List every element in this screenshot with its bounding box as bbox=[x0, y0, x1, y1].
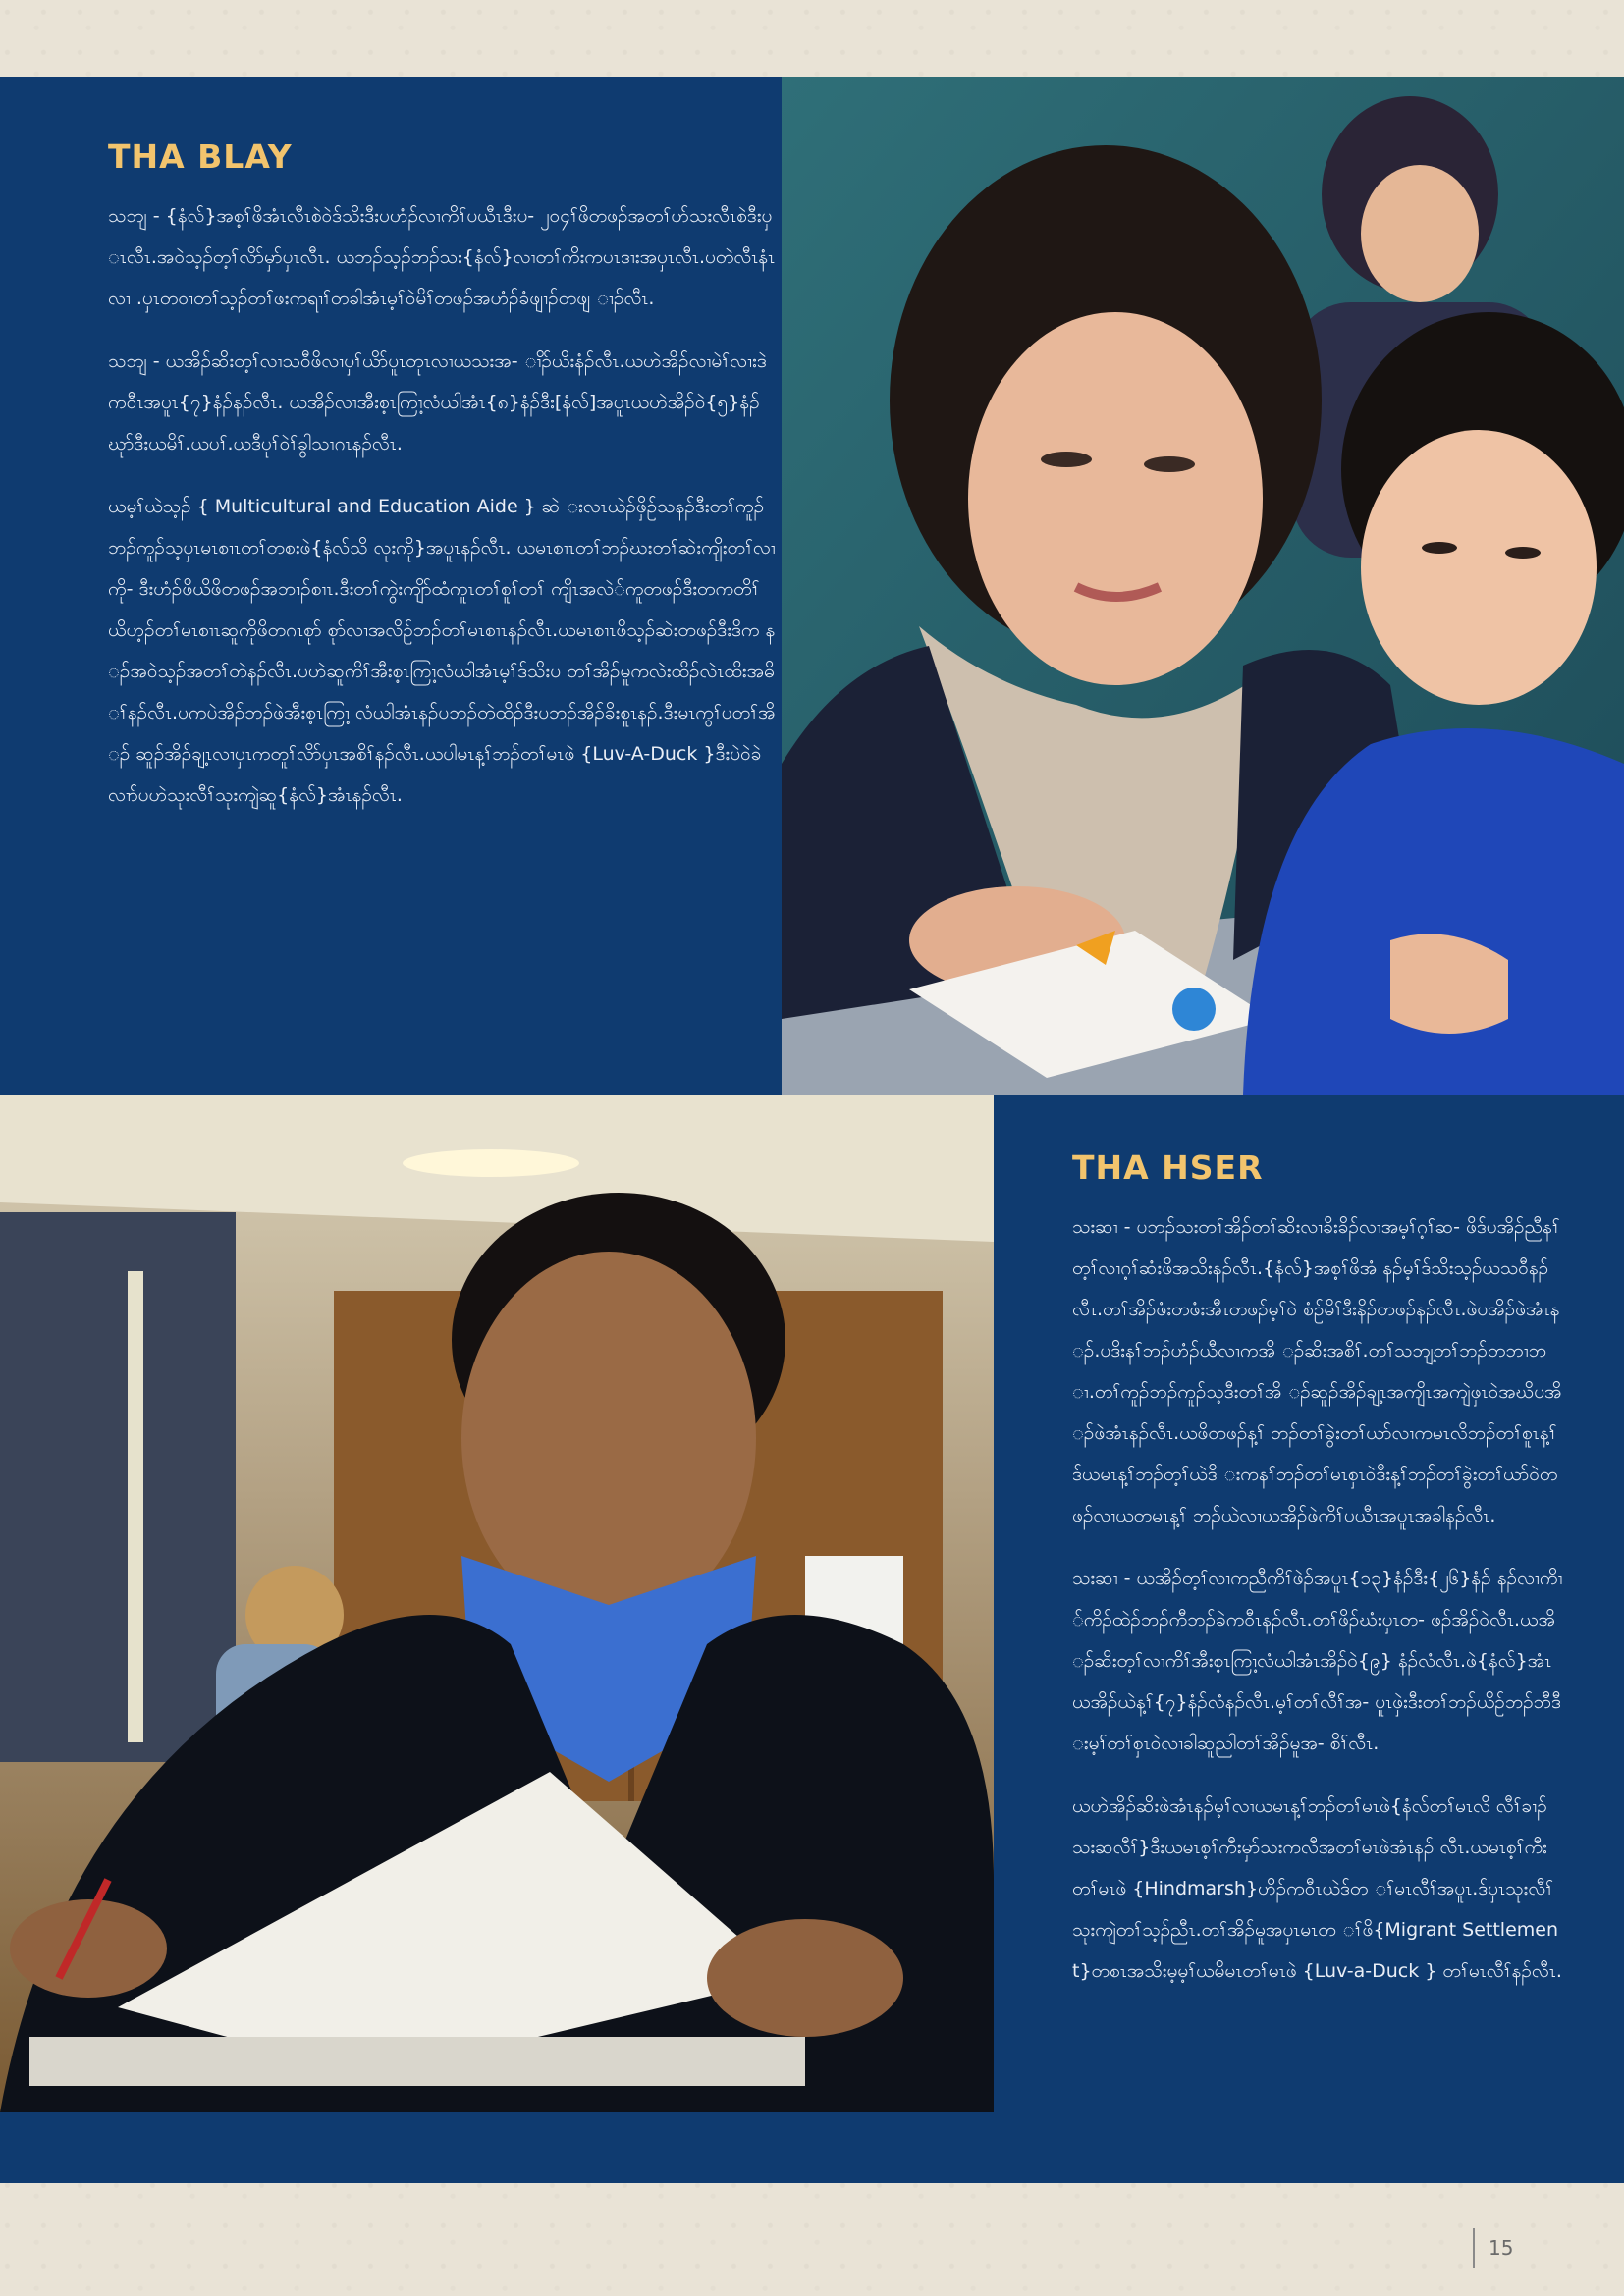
teacher-with-child-photo bbox=[782, 77, 1624, 1095]
tha-blay-paragraph-1: သဘျ - {နံလ်}အစ့ၢ်ဖိအံၤလီၤစဲဝဲဒ်သိးဒီးပဟံၣ်လၢကိၢ်ပယီၤဒီးပ- ၂၀၄ၢ်ဖိတဖၣ်အတၢ်ဟ်သးလီၤစဲဒီးပှၤလီၤ.အဝဲသ့ၣ်တ့ၢ်လိာ်မှာ်ပှၤလီၤ. ယဘၣ်သ့ၣ်ဘၣ်သး{နံလ်}လၢတၢ်ကိးကပၤဒၢးအပှၤလီၤ.ပတဲလီၤနံၤလၢ .ပှၤတဝၢတၢ်သ့ၣ်တၢ်ဖးကရၢၢ်တခါအံၤမ့ၢ်ဝဲမိၢ်တဖၣ်အဟံၣ်ခံဖျၢၣ်တဖျ ၢၣ်လီၤ. bbox=[108, 205, 776, 309]
tha-hser-paragraph-3: ယဟဲအိၣ်ဆိးဖဲအံၤနၣ်မ့ၢ်လၢယမၤန့ၢ်ဘၣ်တၢ်မၤဖဲ{နံလ်တၢ်မၤလိ လီၢ်ခၢၣ်သးဆလီၢ်}ဒီးယမၤစ့ၢ်ကီးမှာ်သးကလီအတၢ်မၤဖဲအံၤနၣ် လီၤ.ယမၤစ့ၢ်ကီးတၢ်မၤဖဲ {Hindmarsh}ဟိၣ်ကဝီၤယဲဒ်တ ၢ်မၤလီၢ်အပူၤ.ဒ်ပှၤသုးလီၢ်သုးကျဲတၢ်သ့ၣ်ညီၤ.တၢ်အိၣ်မူအပှၤမၤတ ၢ်ဖိ{Migrant Settlement}တစၤအသိးမ့မ့ၢ်ယမိမၤတၢ်မၤဖဲ {Luv-a-Duck } တၢ်မၤလီၢ်နၣ်လီၤ. bbox=[1072, 1795, 1562, 1982]
man-reading-illustration bbox=[0, 1095, 994, 2112]
tha-blay-title: THA BLAY bbox=[108, 137, 293, 176]
tha-blay-section bbox=[108, 137, 776, 837]
tha-blay-paragraph-3: ယမ့ၢ်ယဲသ့ၣ် { Multicultural and Education Aide } ဆဲ းလၤယဲၣ်ဖှိဉ်သနၣ်ဒီးတၢ်ကူၣ်ဘၣ်ကူၣ်သ့ပှၤမၤစၢၤတၢ်တစးဖဲ{နံလ်သိ လုးကို}အပူၤနၣ်လီၤ. ယမၤစၢၤတၢ်ဘၣ်ဃးတၢ်ဆဲးကျိးတၢ်လၢကို- ဒီးဟံၣ်ဖိယိဖိတဖၣ်အဘၢၣ်စၢၤ.ဒီးတၢ်ကွဲးကျိာ်ထံကူၤတၢ်စူၢ်တၢ် ကျိၤအလဲ်ကူတဖၣ်ဒီးတကတိၢ်ယိဟ့ၣ်တၢ်မၤစၢၤဆူကိုဖိတဂၤစုာ် စုာ်လၢအလိဉ်ဘၣ်တၢ်မၤစၢၤနၣ်လီၤ.ယမၤစၢၤဖိသ့ၣ်ဆဲးတဖၣ်ဒီးဒိက နၣ်အဝဲသ့ၣ်အတၢ်တဲနၣ်လီၤ.ပဟဲဆူကိၢ်အီးစ့ၤကြၢ့လံယါအံၤမ့ၢ်ဒ်သိးပ တၢ်အိၣ်မူကလဲးထိၣ်လဲၤထိးအဓိၢ်နၣ်လီၤ.ပကပဲအိၣ်ဘၣ်ဖဲအီးစ့ၤကြၢ့ လံယါအံၤနၣ်ပဘၣ်တဲထိၣ်ဒီးပဘၣ်အိၣ်ခိးစူၤနၣ်.ဒီးမၤကွၢ်ပတၢ်အိၣ် ဆူၣ်အိၣ်ချ့ၤလၢပှၤကတူၢ်လိာ်ပှၤအစိၢ်နၣ်လီၤ.ယပါမၤန့ၢ်ဘၣ်တၢ်မၤဖဲ {Luv-A-Duck }ဒီးပဲဝဲခဲလၢာ်ပဟဲသုးလီၢ်သုးကျဲဆူ{နံလ်}အံၤနၣ်လီၤ. bbox=[108, 496, 776, 806]
tha-hser-title: THA HSER bbox=[1072, 1148, 1264, 1187]
man-reading-photo bbox=[0, 1095, 994, 2112]
tha-hser-paragraph-2: သးဆၢ - ယအိၣ်တ့ၢ်လၢကညီကိၢ်ဖဲၣ်အပူၤ{၁၃}နံၣ်ဒီး{၂၆}နံၣ် နၣ်လၢကိၢ်ကိၣ်ထဲၣ်ဘၣ်ကီဘၣ်ခဲကဝီၤနၣ်လီၤ.တၢ်ဖိၣ်ဃံးပှၤတ- ဖၣ်အိၣ်ဝဲလီၤ.ယအိၣ်ဆိးတ့ၢ်လၢကိၢ်အီးစ့ၤကြၢ့လံယါအံၤအိၣ်ဝဲ{၉} နံၣ်လံလီၤ.ဖဲ{နံလ်}အံၤယအိၣ်ယဲန့ၢ်{၇}နံၣ်လံနၣ်လီၤ.မ့ၢ်တၢ်လီၢ်အ- ပူၤဖှဲးဒီးတၢ်ဘၣ်ယိဉ်ဘၣ်ဘီဒီးမ့ၢ်တၢ်စှၤဝဲလၢခါဆူညါတၢ်အိၣ်မူအ- စိၢ်လီၤ. bbox=[1072, 1568, 1563, 1754]
teacher-with-child-illustration bbox=[782, 77, 1624, 1095]
tha-blay-paragraph-2: သဘျ - ယအိၣ်ဆိးတ့ၢ်လၢသဝီဖိလၢပှၢ်ယိာ်ပူၤတုၤလၢယသးအ- ၢိၣ်ယိးနံၣ်လီၤ.ယဟဲအိၣ်လၢမဲၢ်လၢးဒဲကဝီၤအပူၤ{၇}နံၣ်နၣ်လီၤ. ယအိၣ်လၢအီးစ့ၤကြၢ့လံယါအံၤ{၈}နံၣ်ဒီး[နံလ်]အပူၤယဟဲအိၣ်ဝဲ{၅}နံၣ် ဃုာ်ဒီးယမိၢ်.ယပၢ်.ယဒီပုၢ်ဝဲၢ်ခွါသၢဂၤနၣ်လီၤ. bbox=[108, 350, 767, 454]
page-number: 15 bbox=[1473, 2228, 1513, 2268]
tha-hser-paragraph-1: သးဆၢ - ပဘၣ်သးတၢ်အိၣ်တၢ်ဆိးလၢခိးခိၣ်လၢအမ့ၢ်ဂ့ၢ်ဆ- ဖိဒ်ပအိၣ်ညီနၢ်တ့ၢ်လၢဂ့ၢ်ဆံးဖိအသိးနၣ်လီၤ.{နံလ်}အစ့ၢ်ဖိအံ နၣ်မ့ၢ်ဒ်သိးသ့ၣ်ယသဝီနၣ်လီၤ.တၢ်အိၣ်ဖံးတဖံးအီၤတဖၣ်မ့ၢ်ဝဲ စံဉ်မိၢ်ဒီးနိၣ်တဖၣ်နၣ်လီၤ.ဖဲပအိၣ်ဖဲအံၤနၣ်.ပဒိးနၢ်ဘၣ်ဟံၣ်ယီလၢကအိ ၣ်ဆိးအစိၢ်.တၢ်သဘျ့တၢ်ဘၣ်တဘၢဘၢ.တၢ်ကူၣ်ဘၣ်ကူၣ်သ့ဒီးတၢ်အိ ၣ်ဆူၣ်အိၣ်ချ့ၤအကျိၤအကျဲဖှၤဝဲအဃိပအိၣ်ဖဲအံၤနၣ်လီၤ.ယဖိတဖၣ်န့ၢ် ဘၣ်တၢ်ခွဲးတၢ်ယာ်လၢကမၤလိဘၣ်တၢ်စူၤန့ၢ်ဒ်ယမၤန့ၢ်ဘၣ်တ့ၢ်ယဲဒိ းကနၢ်ဘၣ်တၢ်မၤစှၤဝဲဒီးန့ၢ်ဘၣ်တၢ်ခွဲးတၢ်ယာ်ဝဲတဖၣ်လၢယတမၤန့ၢ် ဘၣ်ယဲလၢယအိၣ်ဖဲကိၢ်ပယီၤအပူၤအခါနၣ်လီၤ. bbox=[1072, 1216, 1562, 1526]
tha-hser-section bbox=[1072, 1148, 1563, 2013]
